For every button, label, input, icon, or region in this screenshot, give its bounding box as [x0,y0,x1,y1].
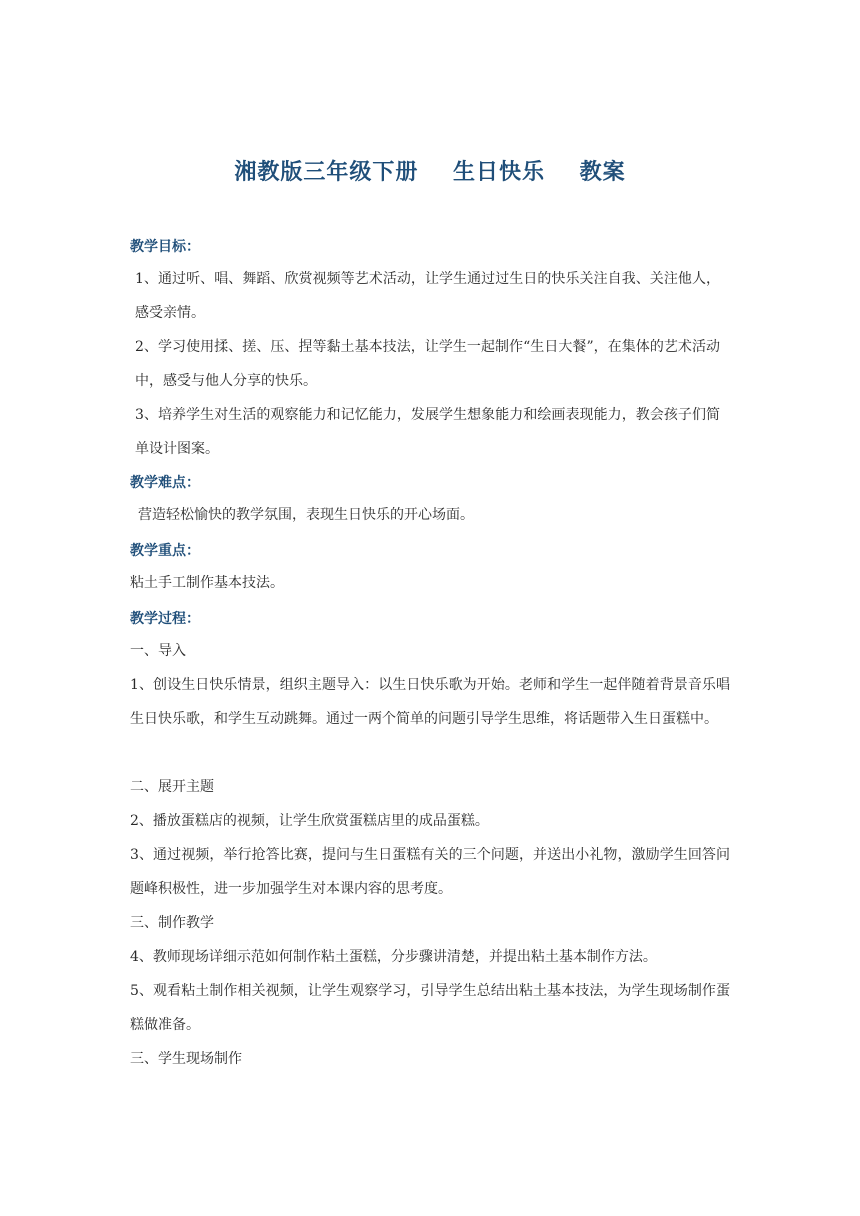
process-step-5: 5、观看粘土制作相关视频，让学生观察学习，引导学生总结出粘土基本技法，为学生现场制作蛋糕做准备。 [130,983,730,1033]
section-expand: 二、展开主题 [130,779,214,795]
section-student-practice: 三、学生现场制作 [130,1051,242,1067]
key-point-text: 粘土手工制作基本技法。 [130,575,284,591]
objectives-heading: 教学目标： [130,239,200,255]
section-intro: 一、导入 [130,643,186,659]
objective-item-1: 1、通过听、唱、舞蹈、欣赏视频等艺术活动，让学生通过过生日的快乐关注自我、关注他人，感受亲情。 [135,271,720,321]
process-heading: 教学过程： [130,611,200,627]
section-teaching: 三、制作教学 [130,915,214,931]
objective-item-2: 2、学习使用揉、搓、压、捏等黏土基本技法，让学生一起制作“生日大餐”，在集体的艺术活动中，感受与他人分享的快乐。 [135,339,720,389]
objective-item-3: 3、培养学生对生活的观察能力和记忆能力，发展学生想象能力和绘画表现能力，教会孩子们简单设计图案。 [135,407,720,457]
process-step-2: 2、播放蛋糕店的视频，让学生欣赏蛋糕店里的成品蛋糕。 [130,813,489,829]
page-title: 湘教版三年级下册 生日快乐 教案 [234,160,626,185]
difficulty-text: 营造轻松愉快的教学氛围，表现生日快乐的开心场面。 [138,507,474,523]
difficulty-heading: 教学难点： [130,475,200,491]
key-point-heading: 教学重点： [130,543,200,559]
process-step-1: 1、创设生日快乐情景，组织主题导入：以生日快乐歌为开始。老师和学生一起伴随着背景音乐唱生日快乐歌，和学生互动跳舞。通过一两个简单的问题引导学生思维，将话题带入生日蛋糕中。 [130,677,730,727]
process-step-3: 3、通过视频，举行抢答比赛，提问与生日蛋糕有关的三个问题，并送出小礼物，激励学生回答问题峰积极性，进一步加强学生对本课内容的思考度。 [130,847,730,897]
process-step-4: 4、教师现场详细示范如何制作粘土蛋糕，分步骤讲清楚，并提出粘土基本制作方法。 [130,949,657,965]
